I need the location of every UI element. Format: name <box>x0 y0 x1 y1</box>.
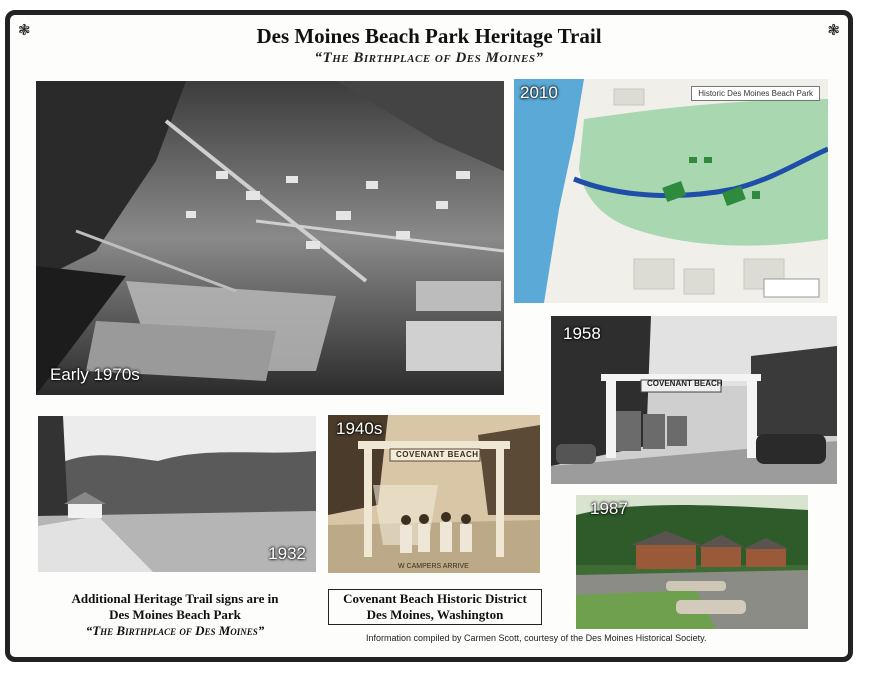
corner-ornament-right-icon: ❃ <box>827 21 840 39</box>
heritage-sign-panel <box>5 10 853 662</box>
park-map <box>514 79 828 303</box>
photo-1940s-label: 1940s <box>336 419 383 438</box>
photo-1958 <box>551 316 837 484</box>
photo-1958-label: 1958 <box>563 324 601 343</box>
photo-1932 <box>38 416 316 572</box>
photo-1987 <box>576 495 808 629</box>
photo-1940s-sign-text: COVENANT BEACH <box>396 450 479 459</box>
aerial-photo <box>36 81 504 395</box>
photo-1987-label: 1987 <box>590 499 628 518</box>
center-caption-line2: Des Moines, Washington <box>366 607 504 622</box>
center-caption-box <box>328 589 542 625</box>
aerial-photo-label: Early 1970s <box>50 365 140 384</box>
credit-text: Information compiled by Carmen Scott, courtesy of the Des Moines Historical Society. <box>366 633 707 643</box>
aerial-photo-image <box>36 81 504 395</box>
map-label: 2010 <box>520 83 558 102</box>
photo-1932-label: 1932 <box>268 544 306 563</box>
sign-title: Des Moines Beach Park Heritage Trail <box>256 24 602 48</box>
left-caption-line1: Additional Heritage Trail signs are in <box>71 591 279 606</box>
left-caption-line3: “The Birthplace of Des Moines” <box>85 623 265 638</box>
corner-ornament-left-icon: ❃ <box>18 21 31 39</box>
park-map-image <box>514 79 828 303</box>
left-caption <box>50 591 300 639</box>
sign-subtitle: “The Birthplace of Des Moines” <box>314 50 544 66</box>
left-caption-line2: Des Moines Beach Park <box>109 607 241 622</box>
photo-1958-sign-text: COVENANT BEACH <box>647 379 723 388</box>
photo-1940s-footer-text: W CAMPERS ARRIVE <box>398 563 469 570</box>
map-title-box: Historic Des Moines Beach Park <box>691 86 820 101</box>
center-caption-line1: Covenant Beach Historic District <box>343 591 527 606</box>
photo-1940s <box>328 415 540 573</box>
